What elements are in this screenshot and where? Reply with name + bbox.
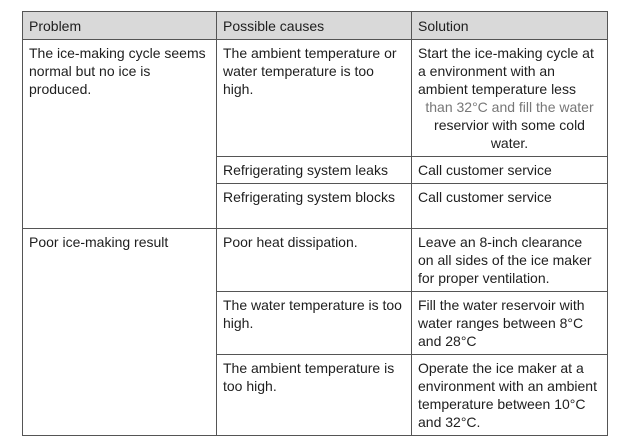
solution-text: reservior with some cold water. [434,117,585,151]
solution-text: Start the ice-making cycle at a environment with an ambient temperature less [418,45,594,97]
problem-cell: The ice-making cycle seems normal but no ice is produced. [23,40,217,229]
table-row [23,229,608,292]
solution-cell: Fill the water reservoir with water ranges between 8°C and 28°C [412,292,608,355]
solution-cell: Call customer service [412,184,608,229]
header-possible-causes: Possible causes [217,12,412,40]
header-solution: Solution [412,12,608,40]
troubleshooting-table [22,11,608,436]
solution-cell: Operate the ice maker at a environment with an ambient temperature between 10°C and 32°C. [412,355,608,436]
cause-cell: Refrigerating system leaks [217,157,412,184]
problem-cell: Poor ice-making result [23,229,217,436]
solution-cell: Leave an 8-inch clearance on all sides of the ice maker for proper ventilation. [412,229,608,292]
solution-cell [412,40,608,157]
cause-cell: The ambient temperature or water temperature is too high. [217,40,412,157]
cause-cell: Poor heat dissipation. [217,229,412,292]
cause-cell: The ambient temperature is too high. [217,355,412,436]
header-problem: Problem [23,12,217,40]
cause-cell: The water temperature is too high. [217,292,412,355]
table-row [23,40,608,157]
solution-cell: Call customer service [412,157,608,184]
cause-cell: Refrigerating system blocks [217,184,412,229]
solution-text-light: than 32°C and fill the water [425,99,594,115]
header-row [23,12,608,40]
